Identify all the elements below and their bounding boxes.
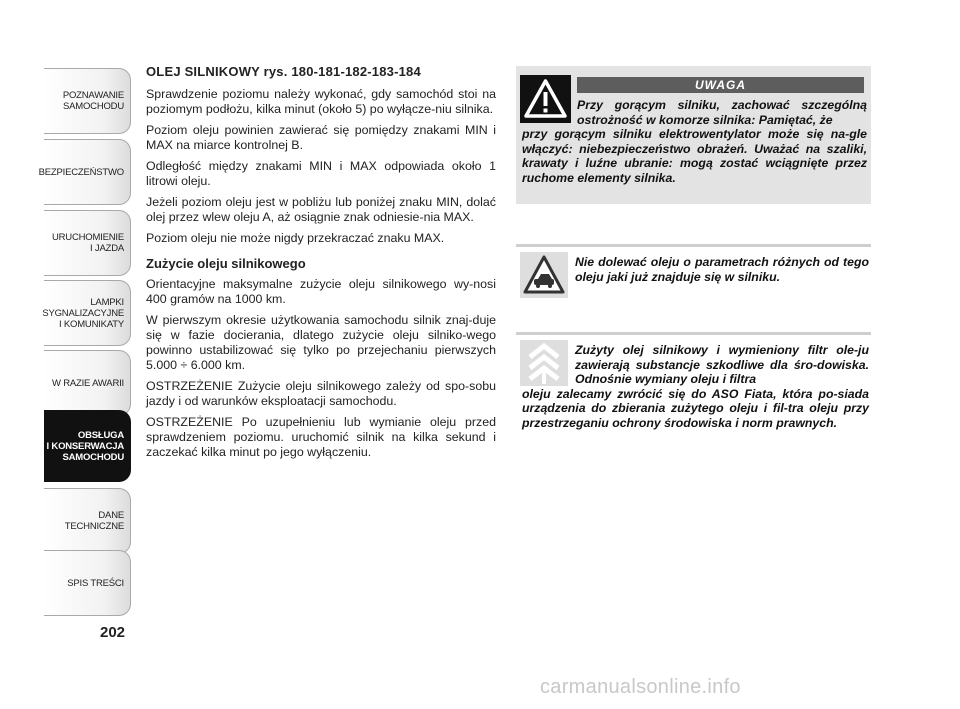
tab-poznawanie-samochodu[interactable] <box>44 68 131 134</box>
tab-label: POZNAWANIE SAMOCHODU <box>62 90 124 112</box>
paragraph: Poziom oleju powinien zawierać się pomiędzy znakami MIN i MAX na miarce kontrolnej B. <box>146 123 496 152</box>
paragraph: Jeżeli poziom oleju jest w pobliżu lub poniżej znaku MIN, dolać olej przez wlew oleju A, aż osiągnie znak odniesie-nia MAX. <box>146 195 496 224</box>
tab-lampki-sygnalizacyjne[interactable] <box>44 280 131 346</box>
tab-bezpieczenstwo[interactable] <box>38 139 131 205</box>
tab-w-razie-awarii[interactable] <box>44 350 131 416</box>
section-heading: OLEJ SILNIKOWY rys. 180-181-182-183-184 <box>146 64 421 79</box>
note-text-rest: oleju zalecamy zwrócić się do ASO Fiata, która po-siada urządzenia do zbierania zużytego oleju i fil-tra oleju przy przestrzeganiu ochrony środowiska i norm prawnych. <box>522 386 869 430</box>
paragraph: W pierwszym okresie użytkowania samochodu silnik znaj-duje się w fazie docierania, dlatego zużycie oleju silniko-wego powinno ustabilizować się tylko po przejechaniu pierwszych 5.000 ÷ 6.000 km. <box>146 313 496 372</box>
paragraph: OSTRZEŻENIE Po uzupełnieniu lub wymianie oleju przed sprawdzeniem poziomu. uruchomić silnik na kilka sekund i zaczekać kilka minut po jego wyłączeniu. <box>146 415 496 459</box>
note-text-line1: Zużyty olej silnikowy i wymieniony filtr ole-ju zawierają substancje szkodliwe dla śro-dowiska. Odnośnie wymiany oleju i filtra <box>575 343 869 386</box>
tab-label: BEZPIECZEŃSTWO <box>38 166 124 178</box>
note-text <box>522 343 869 430</box>
warning-text <box>522 98 867 185</box>
paragraph: OSTRZEŻENIE Zużycie oleju silnikowego zależy od spo-sobu jazdy i od warunków eksploatacji samochodu. <box>146 379 496 408</box>
car-caution-icon <box>520 252 568 298</box>
warning-text-rest: przy gorącym silniku elektrowentylator może się na-gle włączyć: niebezpieczeństwo obrażeń. Uważać na szaliki, krawaty i luźne ubranie: mogą zostać wciągnięte przez ruchome elementy silnika. <box>522 127 867 185</box>
page-number: 202 <box>100 624 126 641</box>
warning-title: UWAGA <box>577 77 864 93</box>
tab-label: LAMPKI SYGNALIZACYJNE I KOMUNIKATY <box>42 296 124 330</box>
tab-label: URUCHOMIENIE I JAZDA <box>51 232 124 254</box>
tab-label: DANE TECHNICZNE <box>64 510 124 532</box>
divider <box>516 332 871 335</box>
paragraph: Orientacyjne maksymalne zużycie oleju silnikowego wy-nosi 400 gramów na 1000 km. <box>146 277 496 306</box>
tab-spis-tresci[interactable] <box>44 550 131 616</box>
main-text-column <box>146 64 496 466</box>
tab-label: W RAZIE AWARII <box>52 377 124 389</box>
paragraph: Poziom oleju nie może nigdy przekraczać znaku MAX. <box>146 231 445 245</box>
note-text: Nie dolewać oleju o parametrach różnych od tego oleju jaki już znajduje się w silniku. <box>575 255 869 284</box>
divider <box>516 244 871 247</box>
paragraph: Sprawdzenie poziomu należy wykonać, gdy samochód stoi na poziomym podłożu, kilka minut (około 5) po wyłącze-niu silnika. <box>146 87 496 116</box>
tab-uruchomienie-i-jazda[interactable] <box>44 210 131 276</box>
tab-label: OBSŁUGA I KONSERWACJA SAMOCHODU <box>46 429 124 463</box>
paragraph: Odległość między znakami MIN i MAX odpowiada około 1 litrowi oleju. <box>146 159 496 188</box>
warning-text-line1: Przy gorącym silniku, zachować szczególną ostrożność w komorze silnika: Pamiętać, że <box>577 98 867 127</box>
tab-dane-techniczne[interactable] <box>44 488 131 554</box>
tab-obsluga-i-konserwacja[interactable] <box>44 410 131 482</box>
subsection-heading: Zużycie oleju silnikowego <box>146 256 306 271</box>
watermark: carmanualsonline.info <box>540 676 741 698</box>
tab-label: SPIS TREŚCI <box>67 577 124 589</box>
